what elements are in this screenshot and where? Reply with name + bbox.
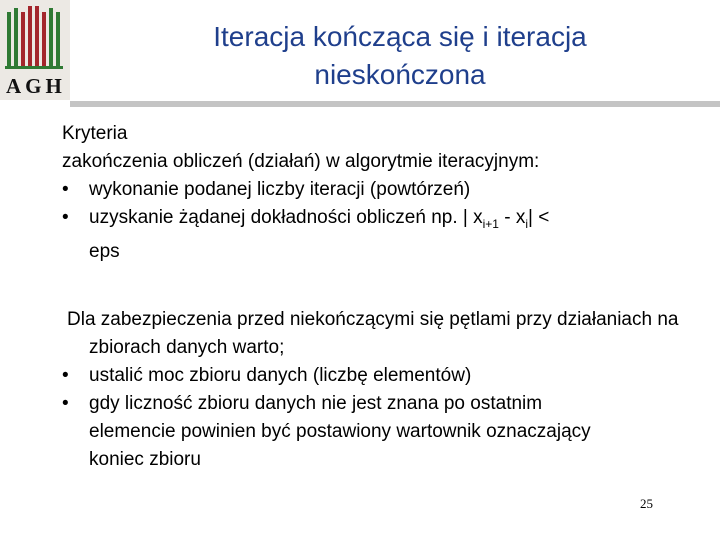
- bullet-marker: •: [62, 179, 69, 200]
- bullet-set-size: [62, 362, 702, 390]
- bullet-text: gdy liczność zbioru danych nie jest znana po ostatnim elemencie powinien być postawiony wartownik oznaczający koniec zbioru: [89, 392, 591, 470]
- header-divider: [70, 101, 720, 107]
- bullet-text-continued: eps: [89, 240, 120, 262]
- bullet-marker: •: [62, 207, 69, 228]
- bullet-text: ustalić moc zbioru danych (liczbę elementów): [89, 364, 472, 386]
- bullet-marker: •: [62, 364, 69, 386]
- slide-body: [62, 120, 702, 474]
- logo-text: AGH: [6, 74, 66, 98]
- loop-safety-intro: Dla zabezpieczenia przed niekończącymi się pętlami przy działaniach na zbiorach danych warto;: [67, 308, 679, 358]
- bullet-iterations: [62, 176, 702, 204]
- bullet-text: uzyskanie żądanej dokładności obliczeń np. | $x_{i+1} - x_i|$ <: [89, 207, 550, 231]
- criteria-subheading: zakończenia obliczeń (działań) w algorytmie iteracyjnym:: [62, 151, 540, 172]
- bullet-accuracy: [62, 204, 702, 266]
- bullet-text: wykonanie podanej liczby iteracji (powtórzeń): [89, 179, 471, 200]
- agh-logo: [0, 0, 70, 100]
- title-line-1: Iteracja kończąca się i iteracja: [213, 21, 587, 52]
- criteria-heading: Kryteria: [62, 123, 128, 144]
- page-number: 25: [640, 496, 653, 511]
- title-line-2: nieskończona: [314, 59, 486, 90]
- agh-logo-icon: [4, 4, 66, 72]
- slide-title: [130, 18, 670, 94]
- bullet-sentinel: [62, 390, 702, 474]
- bullet-marker: •: [62, 392, 69, 414]
